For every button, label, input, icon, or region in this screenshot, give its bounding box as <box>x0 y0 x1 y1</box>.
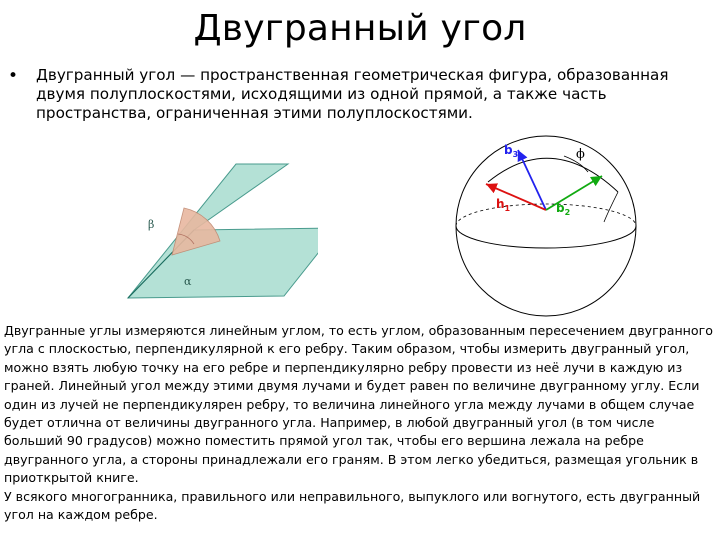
plane-alpha-label: α <box>184 275 192 288</box>
equator-front <box>456 226 636 248</box>
equator-back <box>456 204 636 226</box>
body-paragraph-1: Двугранные углы измеряются линейным углом, то есть углом, образованным пересечением двугранного угла с плоскостью, перпендикулярной к его ребру. Таким образом, чтобы измерить двугранный угол, можно взять любую точку на его ребре и перпендикулярно ребру провести из неё лучи в каждую из граней. Линейный угол между этими двумя лучами и будет равен по величине двугранному углу. Если один из лучей не перпендикулярен ребру, то величина линейного угла между лучами в общем случае будет отлична от величины двугранного угла. Например, в любой двугранный угол (в том числе больший 90 градусов) можно поместить прямой угол так, чтобы его вершина лежала на ребре двугранного угла, а стороны принадлежали его граням. В этом легко убедиться, размещая угольник в приоткрытой книге. <box>4 323 713 486</box>
body-paragraph <box>4 322 716 524</box>
body-paragraph-2: У всякого многогранника, правильного или неправильного, выпуклого или вогнутого, есть двугранный угол на каждом ребре. <box>4 488 701 523</box>
vector-b2 <box>546 176 602 210</box>
great-circle-arc-2 <box>604 192 618 222</box>
vector-b3 <box>518 150 546 210</box>
sphere-outline <box>456 136 636 316</box>
vector-h1 <box>486 184 546 210</box>
label-b2: $b_2$ <box>556 201 571 217</box>
plane-beta-label: β <box>148 218 155 231</box>
label-h1: $h_1$ <box>496 197 511 213</box>
great-circle-arc <box>488 158 618 192</box>
dihedral-angle-figure <box>108 158 318 306</box>
label-phi: ϕ <box>576 147 585 162</box>
bullet-marker: • <box>8 66 19 86</box>
definition-text: Двугранный угол — пространственная геометрическая фигура, образованная двумя полуплоскостями, исходящими из одной прямой, а также часть пространства, ограниченная этими полуплоскостями. <box>36 66 669 122</box>
slide-title: Двугранный угол <box>193 8 527 49</box>
sphere-figure <box>452 132 642 322</box>
label-b3: $b_3$ <box>504 143 519 159</box>
